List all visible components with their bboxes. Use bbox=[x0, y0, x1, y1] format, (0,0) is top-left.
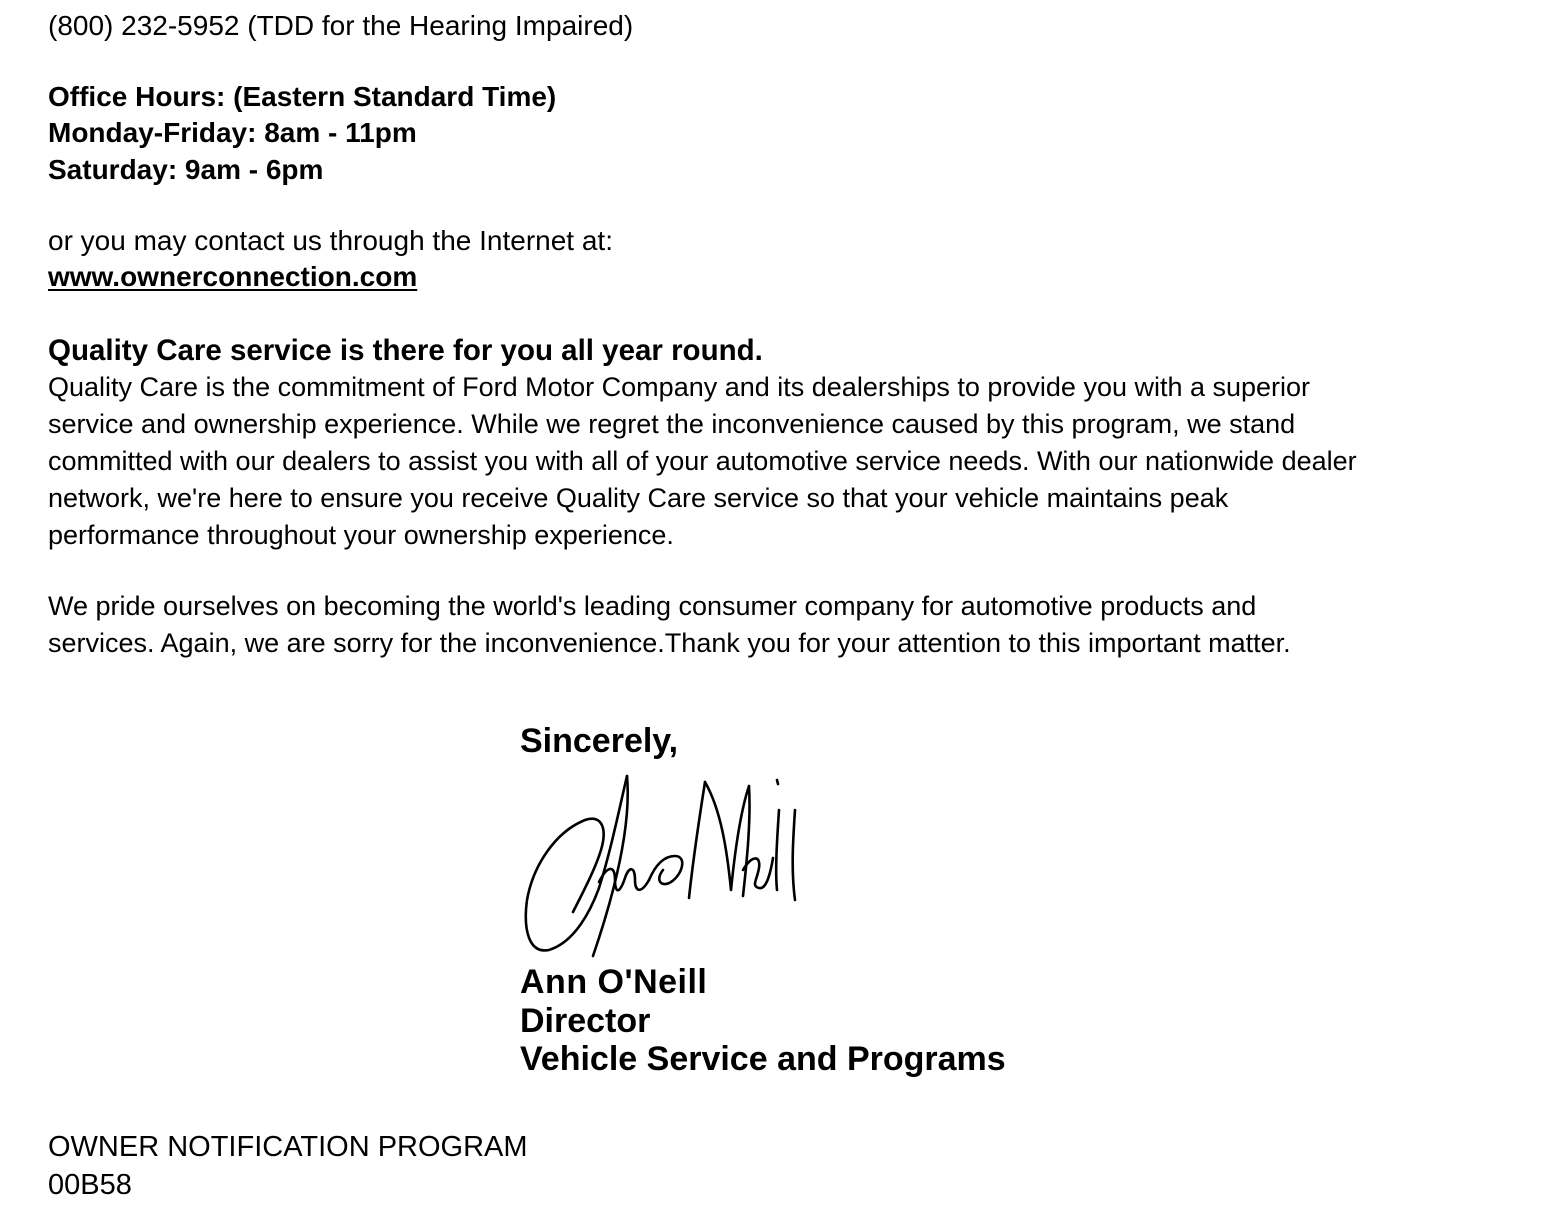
paragraph-line: We pride ourselves on becoming the world's leading consumer company for automotive products and bbox=[48, 591, 1257, 621]
paragraph-line: service and ownership experience. While we regret the inconvenience caused by this program, we stand bbox=[48, 409, 1296, 439]
weekday-hours: Monday-Friday: 8am - 11pm bbox=[48, 117, 417, 148]
paragraph-line: Quality Care is the commitment of Ford Motor Company and its dealerships to provide you with a superior bbox=[48, 372, 1311, 402]
paragraph-line: network, we're here to ensure you receive Quality Care service so that your vehicle maintains peak bbox=[48, 483, 1229, 513]
handwritten-signature bbox=[515, 770, 815, 960]
website-link[interactable]: www.ownerconnection.com bbox=[48, 261, 418, 292]
paragraph-line: services. Again, we are sorry for the inconvenience.Thank you for your attention to this important matter. bbox=[48, 628, 1291, 658]
internet-intro: or you may contact us through the Internet at: bbox=[48, 225, 613, 256]
paragraph-line: committed with our dealers to assist you with all of your automotive service needs. With our nationwide dealer bbox=[48, 446, 1357, 476]
signer-name: Ann O'Neill bbox=[520, 963, 708, 1001]
saturday-hours: Saturday: 9am - 6pm bbox=[48, 154, 324, 185]
signer-title: Director bbox=[520, 1002, 651, 1040]
quality-care-heading: Quality Care service is there for you all year round. bbox=[48, 334, 763, 367]
program-label: OWNER NOTIFICATION PROGRAM bbox=[48, 1131, 528, 1163]
closing-salutation: Sincerely, bbox=[520, 722, 679, 760]
program-code: 00B58 bbox=[48, 1169, 132, 1201]
signer-department: Vehicle Service and Programs bbox=[520, 1040, 1006, 1078]
quality-care-paragraph bbox=[48, 369, 1548, 554]
paragraph-line: performance throughout your ownership experience. bbox=[48, 520, 674, 550]
closing-paragraph bbox=[48, 588, 1548, 662]
tdd-phone-line: (800) 232-5952 (TDD for the Hearing Impaired) bbox=[48, 10, 634, 41]
office-hours-title: Office Hours: (Eastern Standard Time) bbox=[48, 81, 557, 112]
